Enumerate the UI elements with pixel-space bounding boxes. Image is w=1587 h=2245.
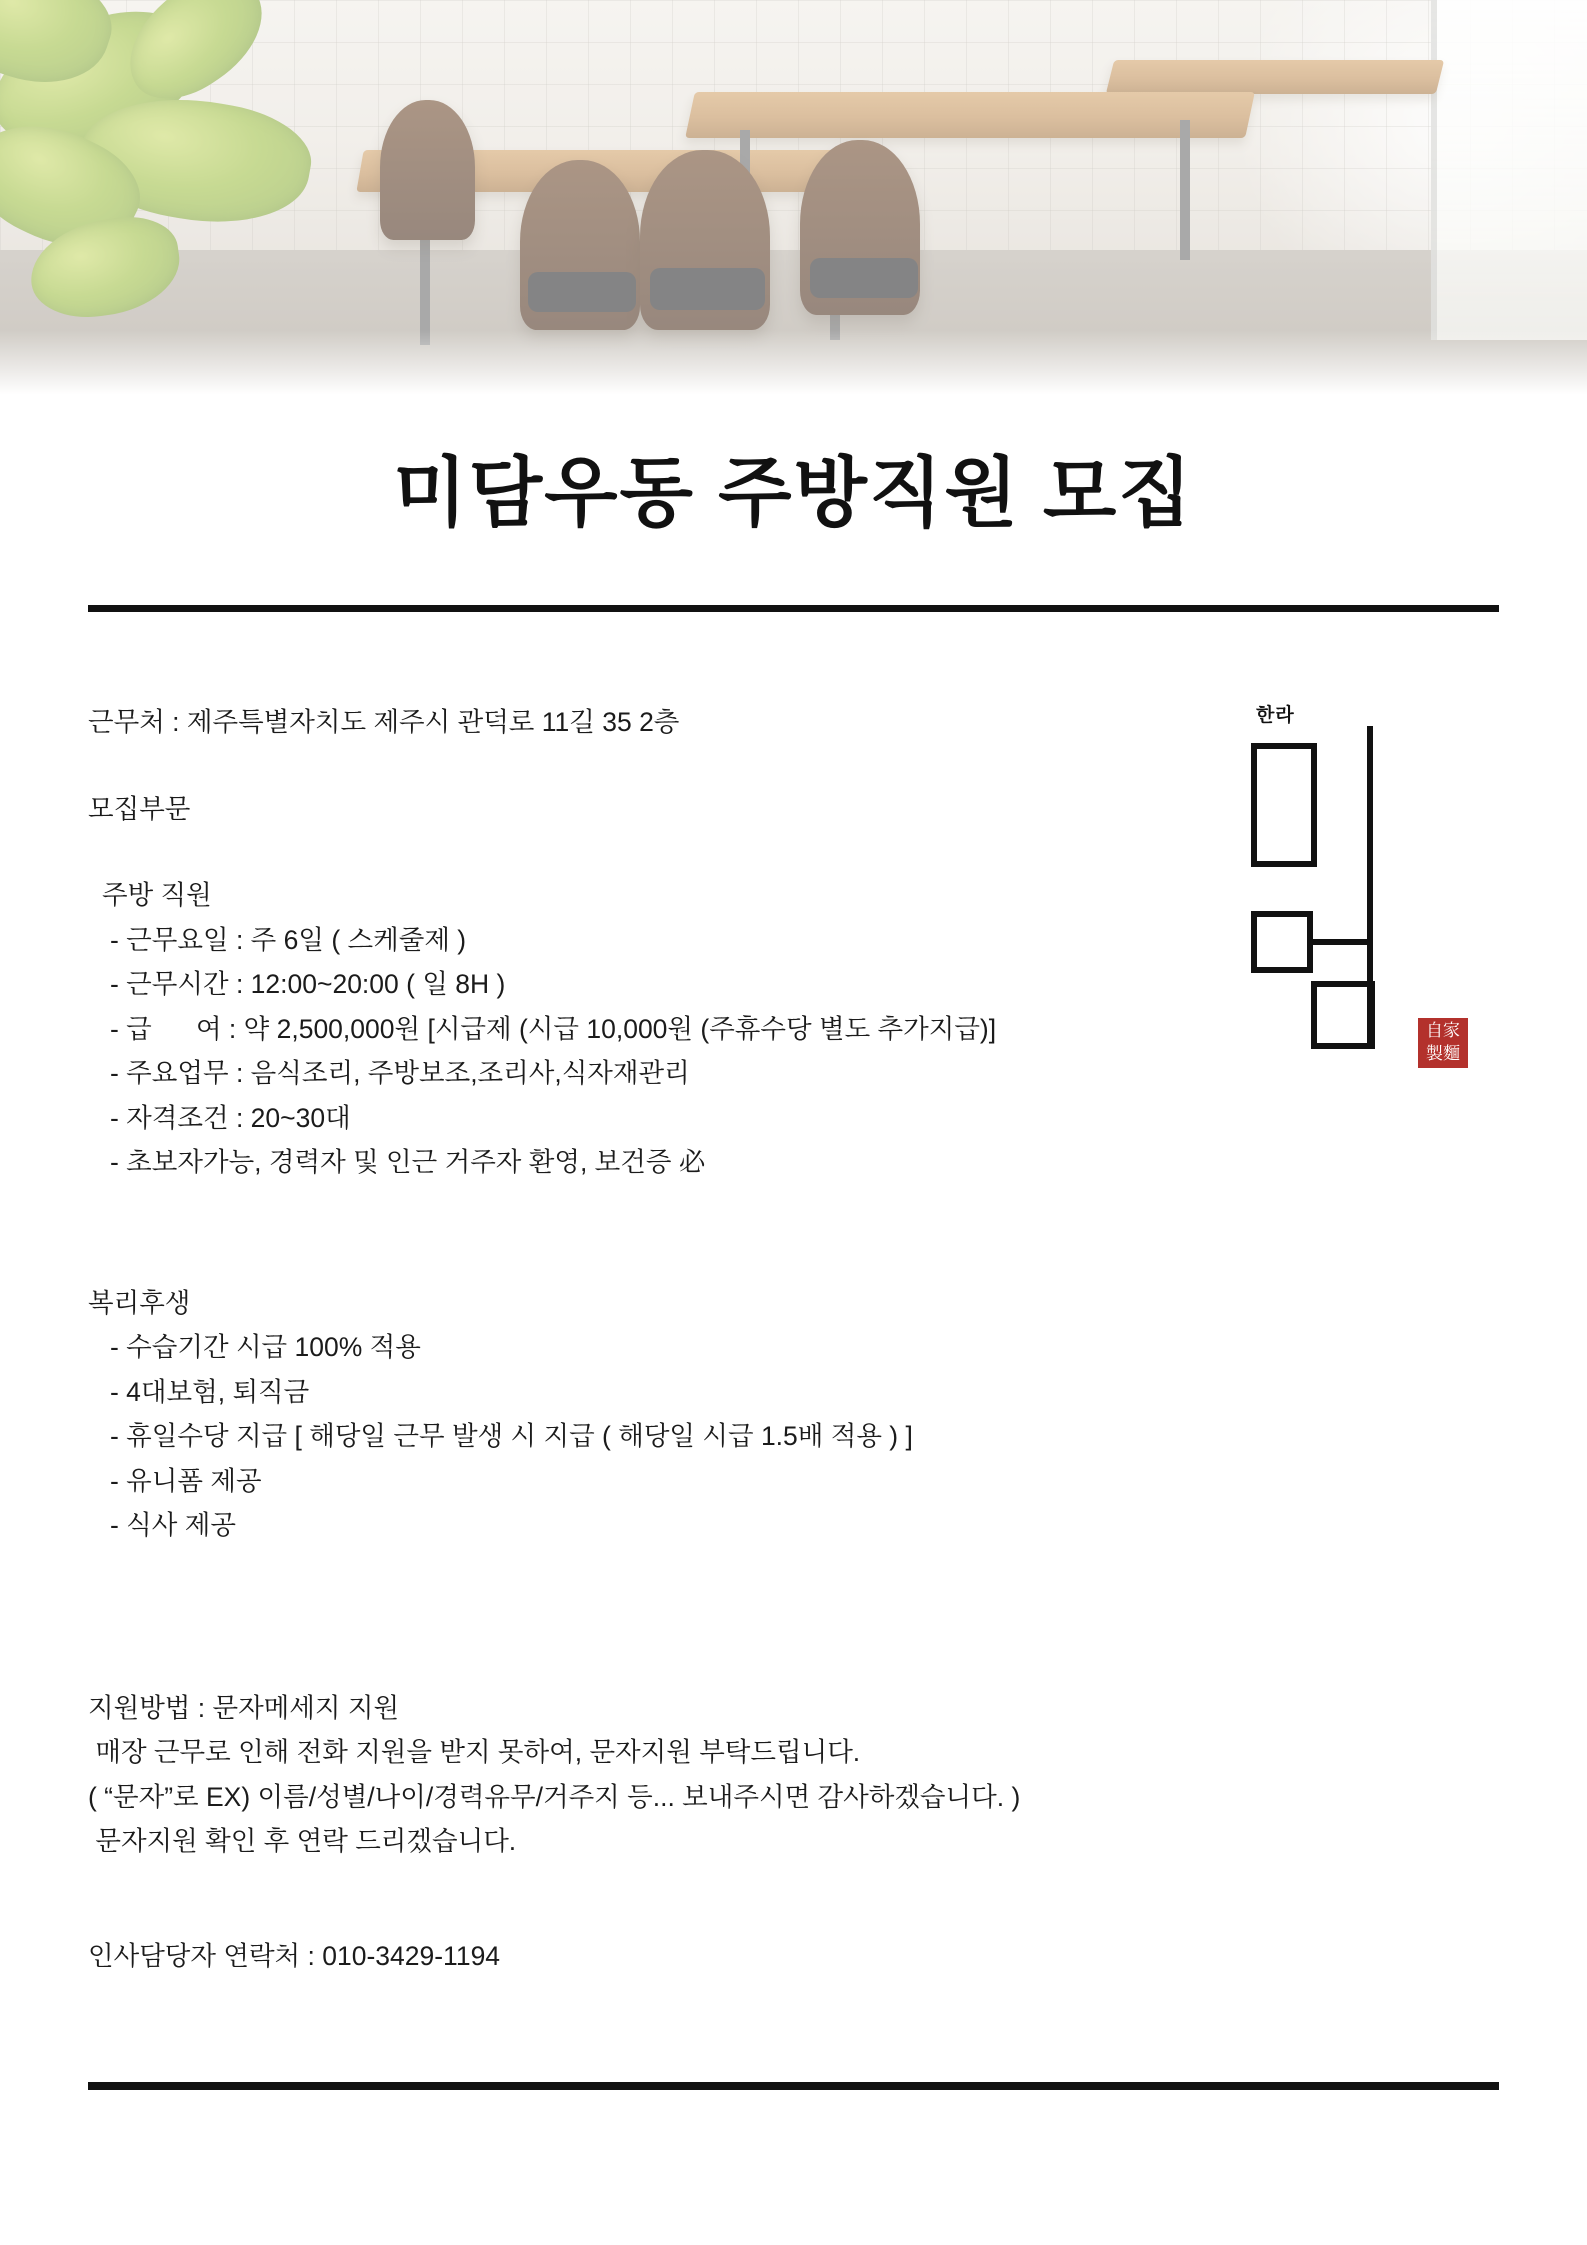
plant xyxy=(0,0,440,310)
table-front xyxy=(356,150,883,192)
logo-stamp xyxy=(1418,1018,1468,1068)
logo-stamp-line1: 自家 xyxy=(1426,1021,1460,1041)
position-item: - 자격조건 : 20~30대 xyxy=(110,1102,351,1133)
position-item: - 주요업무 : 음식조리, 주방보조,조리사,식자재관리 xyxy=(110,1058,690,1088)
header-photo xyxy=(0,0,1587,400)
chair-seat xyxy=(810,258,918,298)
chair xyxy=(520,160,640,330)
window xyxy=(1431,0,1587,340)
benefits-item: - 4대보험, 퇴직금 xyxy=(110,1376,310,1407)
recruit-heading: 모집부문 xyxy=(88,793,191,824)
leaf xyxy=(0,0,123,102)
leaf xyxy=(106,0,283,119)
table-back xyxy=(1106,60,1444,94)
tile-wall xyxy=(0,0,1587,250)
leaf xyxy=(0,98,156,271)
position-title: 주방 직원 xyxy=(102,880,212,910)
position-item: - 근무시간 : 12:00~20:00 ( 일 8H ) xyxy=(110,969,506,999)
brand-logo xyxy=(1240,700,1490,1130)
chair-seat xyxy=(528,272,636,312)
photo-fade xyxy=(0,330,1587,400)
benefits-item: - 휴일수당 지급 [ 해당일 근무 발생 시 지급 ( 해당일 시급 1.5배 적용 ) ] xyxy=(110,1421,913,1451)
apply-line: ( “문자”로 EX) 이름/성별/나이/경력유무/거주지 등... 보내주시면 감사하겠습니다. ) xyxy=(88,1781,1021,1812)
table-middle xyxy=(685,92,1255,138)
table-leg xyxy=(420,185,430,345)
chair-seat xyxy=(650,268,765,310)
benefits-item: - 식사 제공 xyxy=(110,1510,236,1540)
chair xyxy=(380,100,475,240)
chair xyxy=(640,150,770,330)
table-leg xyxy=(830,180,840,340)
leaf xyxy=(71,81,318,239)
leaf xyxy=(0,0,211,164)
workplace-line: 근무처 : 제주특별자치도 제주시 관덕로 11길 35 2층 xyxy=(88,707,680,737)
logo-label-hanla: 한라 xyxy=(1256,705,1295,726)
page-title: 미담우동 주방직원 모집 xyxy=(393,451,1194,536)
benefits-heading: 복리후생 xyxy=(88,1287,191,1318)
position-item: - 근무요일 : 주 6일 ( 스케줄제 ) xyxy=(110,924,467,955)
divider-bottom xyxy=(88,2082,1499,2090)
logo-stamp-line2: 製麵 xyxy=(1426,1044,1460,1064)
position-item: - 급 여 : 약 2,500,000원 [시급제 (시급 10,000원 (주휴수당 별도 추가지급)] xyxy=(110,1013,997,1044)
position-item: - 초보자가능, 경력자 및 인근 거주자 환영, 보건증 必 xyxy=(110,1147,706,1177)
table-leg xyxy=(740,130,750,280)
benefits-item: - 유니폼 제공 xyxy=(110,1465,262,1496)
apply-heading: 지원방법 : 문자메세지 지원 xyxy=(88,1692,400,1723)
divider-top xyxy=(88,605,1499,612)
apply-line: 매장 근무로 인해 전화 지원을 받지 못하여, 문자지원 부탁드립니다. xyxy=(88,1737,861,1767)
chair xyxy=(800,140,920,315)
benefits-item: - 수습기간 시급 100% 적용 xyxy=(110,1332,421,1362)
contact-line: 인사담당자 연락처 : 010-3429-1194 xyxy=(88,1940,501,1971)
apply-line: 문자지원 확인 후 연락 드리겠습니다. xyxy=(88,1826,517,1856)
table-leg xyxy=(1180,120,1190,260)
poster-body xyxy=(88,700,1268,1978)
leaf xyxy=(24,210,186,325)
